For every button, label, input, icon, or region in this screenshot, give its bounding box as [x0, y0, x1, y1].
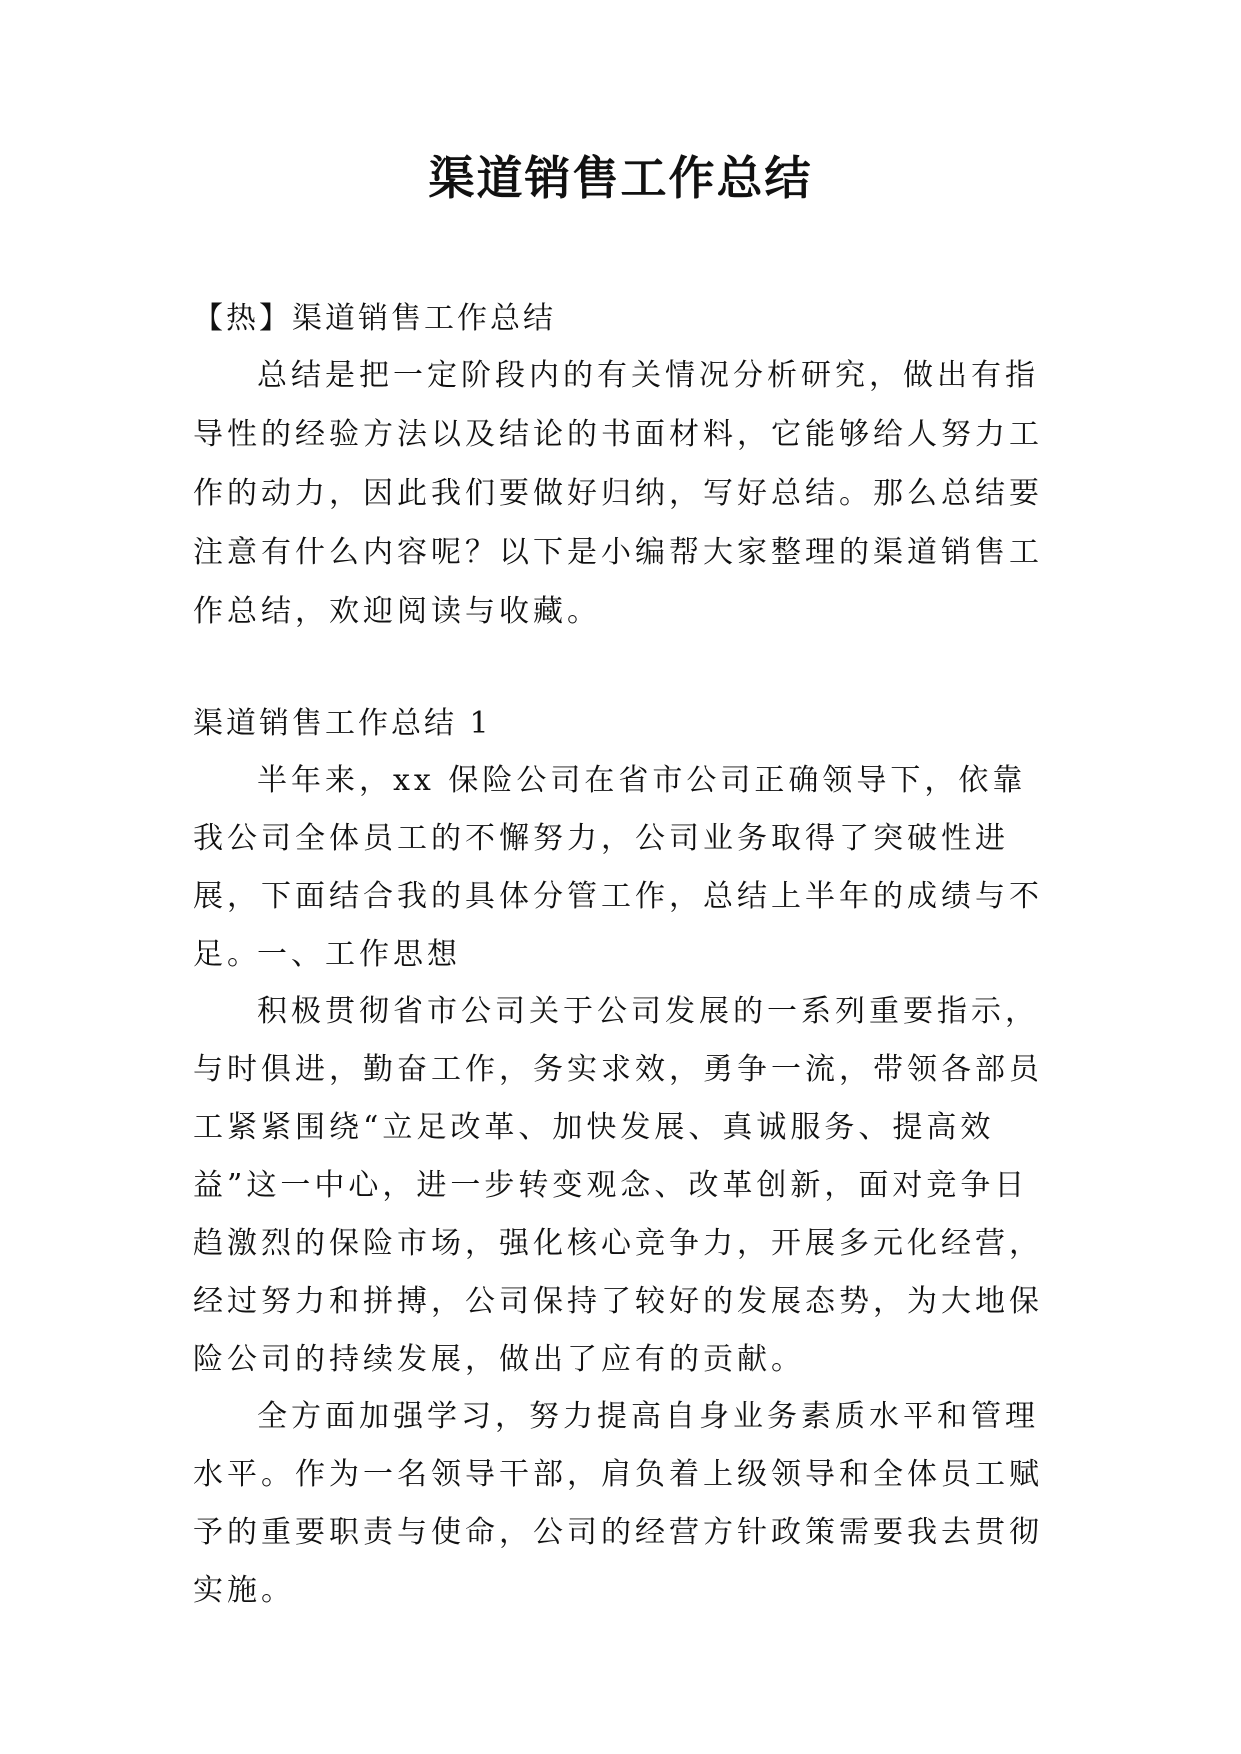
- body-paragraph: 积极贯彻省市公司关于公司发展的一系列重要指示，与时俱进，勤奋工作，务实求效，勇争一流，带领各部员工紧紧围绕“立足改革、加快发展、真诚服务、提高效益”这一中心，进一步转变观念、改革创新，面对竞争日趋激烈的保险市场，强化核心竞争力，开展多元化经营，经过努力和拼搏，公司保持了较好的发展态势，为大地保险公司的持续发展，做出了应有的贡献。: [193, 994, 1043, 1377]
- body-paragraph: 半年来，xx 保险公司在省市公司正确领导下，依靠我公司全体员工的不懈努力，公司业务取得了突破性进展，下面结合我的具体分管工作，总结上半年的成绩与不足。: [193, 763, 1043, 972]
- section-title: 渠道销售工作总结 1: [193, 706, 492, 741]
- body-paragraph: 全方面加强学习，努力提高自身业务素质水平和管理水平。作为一名领导干部，肩负着上级领导和全体员工赋予的重要职责与使命，公司的经营方针政策需要我去贯彻实施。: [193, 1399, 1043, 1608]
- document-subtitle: 【热】渠道销售工作总结: [193, 301, 556, 336]
- document-title: 渠道销售工作总结: [428, 151, 813, 205]
- subheading: 一、工作思想: [257, 937, 461, 972]
- intro-paragraph: 总结是把一定阶段内的有关情况分析研究，做出有指导性的经验方法以及结论的书面材料，它能够给人努力工作的动力，因此我们要做好归纳，写好总结。那么总结要注意有什么内容呢？以下是小编帮大家整理的渠道销售工作总结，欢迎阅读与收藏。: [193, 358, 1043, 629]
